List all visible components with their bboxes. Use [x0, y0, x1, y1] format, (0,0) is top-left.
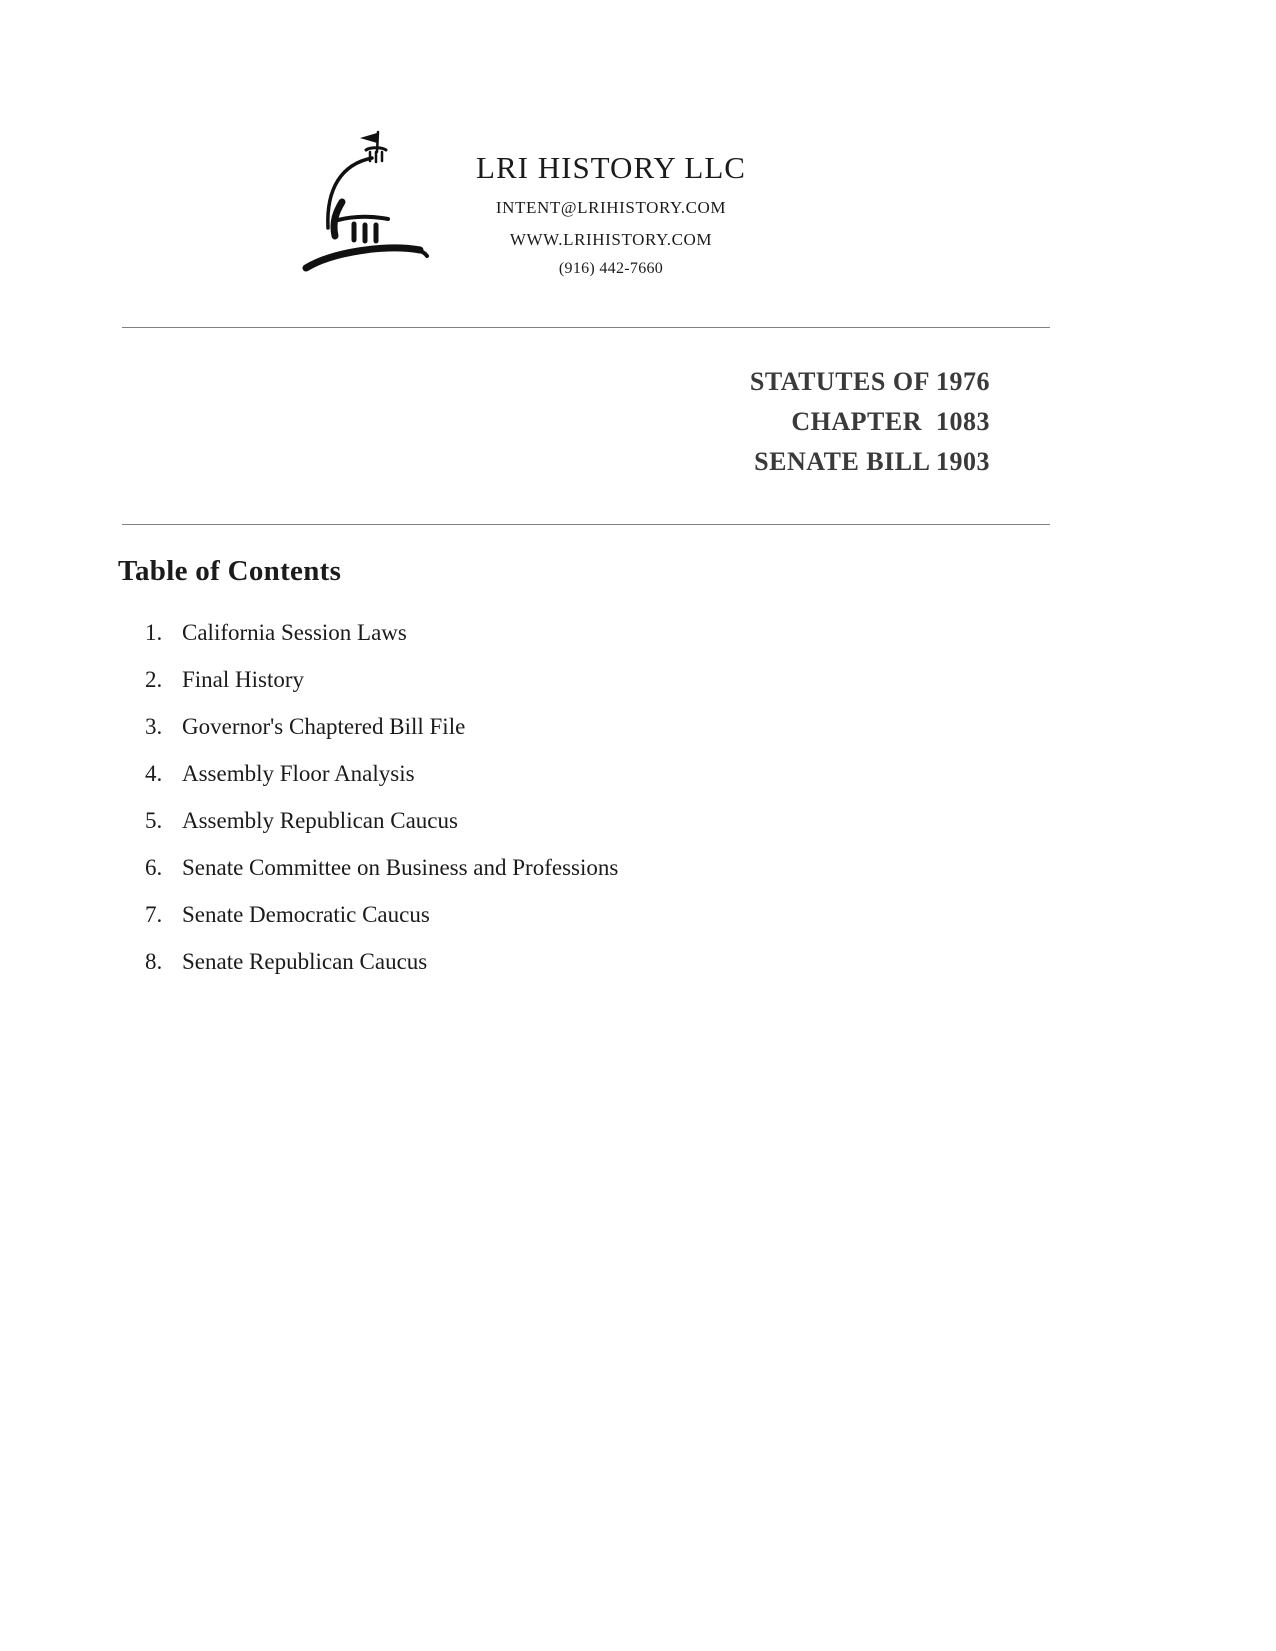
toc-item-label: Senate Republican Caucus — [182, 949, 428, 974]
toc-item-label: Assembly Republican Caucus — [182, 808, 458, 833]
toc-item — [145, 902, 1276, 928]
toc-item-number: 7. — [145, 902, 163, 927]
toc-item — [145, 620, 1276, 646]
toc-item-number: 5. — [145, 808, 163, 833]
toc-title: Table of Contents — [118, 555, 342, 587]
toc-list — [0, 620, 1276, 975]
toc-item-number: 1. — [145, 620, 163, 645]
toc-item-label: Final History — [182, 667, 305, 692]
capitol-dome-sketch-icon — [298, 126, 448, 286]
toc-item-label: Senate Committee on Business and Professions — [182, 855, 619, 880]
toc-item-number: 8. — [145, 949, 163, 974]
toc-item — [145, 714, 1276, 740]
company-contact-block — [476, 126, 746, 278]
toc-item — [145, 949, 1276, 975]
letterhead — [0, 0, 1276, 286]
toc-item-number: 2. — [145, 667, 163, 692]
statutes-line: STATUTES OF 1976 — [749, 367, 990, 396]
chapter-line: CHAPTER 1083 — [791, 407, 990, 436]
divider-bottom — [122, 524, 1050, 525]
toc-item — [145, 855, 1276, 881]
divider-top — [122, 327, 1050, 328]
toc-item — [145, 761, 1276, 787]
toc-item — [145, 667, 1276, 693]
toc-item-label: California Session Laws — [182, 620, 407, 645]
company-phone: (916) 442-7660 — [558, 260, 664, 277]
toc-item — [145, 808, 1276, 834]
toc-item-label: Senate Democratic Caucus — [182, 902, 430, 927]
company-name: LRI HISTORY LLC — [476, 150, 746, 185]
senate-bill-line: SENATE BILL 1903 — [754, 447, 990, 476]
toc-item-number: 3. — [145, 714, 163, 739]
company-email: INTENT@LRIHISTORY.COM — [495, 198, 727, 217]
company-website: WWW.LRIHISTORY.COM — [509, 230, 713, 249]
bill-info-block — [0, 362, 990, 482]
toc-item-number: 4. — [145, 761, 163, 786]
toc-item-label: Assembly Floor Analysis — [182, 761, 415, 786]
toc-item-number: 6. — [145, 855, 163, 880]
toc-item-label: Governor's Chaptered Bill File — [182, 714, 466, 739]
